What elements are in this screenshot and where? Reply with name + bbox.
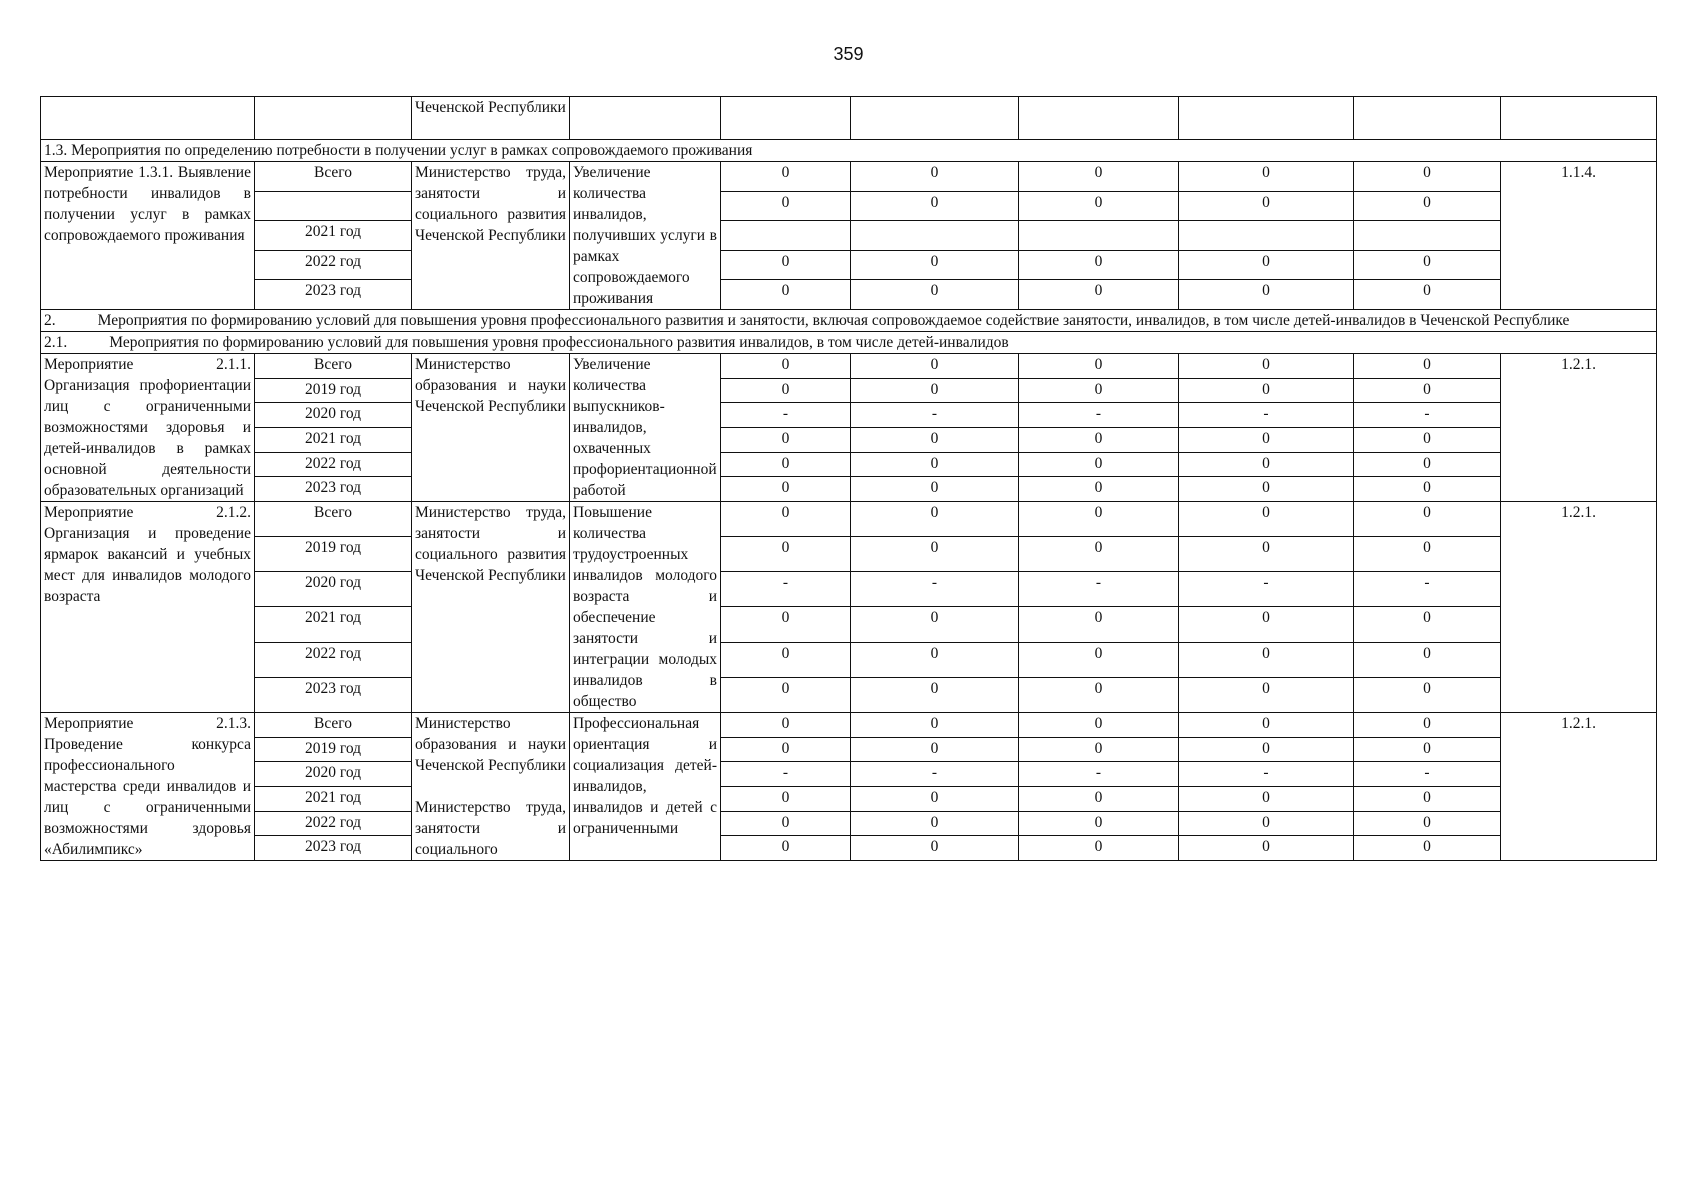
table-row (41, 354, 1657, 379)
value-cell: 0 (851, 677, 1019, 712)
value-cell: 0 (1019, 713, 1179, 738)
value-cell: 0 (721, 502, 851, 537)
value-cell: 0 (1179, 452, 1354, 477)
year-label: 2020 год (255, 572, 412, 607)
event-executor: Министерство образования и науки Чеченской Республики (412, 354, 570, 502)
value-cell: 0 (851, 713, 1019, 738)
value-cell: 0 (721, 477, 851, 502)
table-row (41, 280, 1657, 310)
table-row (41, 502, 1657, 537)
value-cell (851, 221, 1019, 251)
value-cell: 0 (1354, 786, 1501, 811)
value-cell: 0 (851, 737, 1019, 762)
year-label: 2021 год (255, 607, 412, 642)
table-row (41, 403, 1657, 428)
value-cell: 0 (1354, 162, 1501, 192)
year-label: 2023 год (255, 677, 412, 712)
table-row (41, 221, 1657, 251)
value-cell: 0 (1354, 354, 1501, 379)
value-cell: - (851, 403, 1019, 428)
section-title-1-3: 1.3. Мероприятия по определению потребности в получении услуг в рамках сопровождаемого проживания (41, 140, 1657, 162)
value-cell: - (1179, 572, 1354, 607)
section-text: Мероприятия по формированию условий для повышения уровня профессионального развития инвалидов, в том числе детей-инвалидов (109, 334, 1009, 351)
table-row (41, 537, 1657, 572)
executor-cell: Чеченской Республики (412, 97, 570, 140)
value-cell: 0 (1019, 378, 1179, 403)
section-row (41, 310, 1657, 332)
value-cell (1179, 221, 1354, 251)
value-cell: 0 (1179, 642, 1354, 677)
value-cell: - (721, 572, 851, 607)
value-cell: 0 (851, 811, 1019, 836)
section-number: 2. (44, 312, 56, 329)
value-cell: 0 (1019, 737, 1179, 762)
value-cell: 0 (1179, 191, 1354, 221)
value-cell: 0 (721, 811, 851, 836)
value-cell: 0 (1354, 713, 1501, 738)
value-cell: 0 (1179, 836, 1354, 861)
value-cell: 0 (1354, 737, 1501, 762)
value-cell: 0 (721, 836, 851, 861)
year-label: 2022 год (255, 642, 412, 677)
table-row (41, 162, 1657, 192)
value-cell: - (851, 572, 1019, 607)
value-cell: - (1179, 403, 1354, 428)
year-label: 2022 год (255, 250, 412, 280)
value-cell: 0 (1179, 607, 1354, 642)
value-cell: 0 (1179, 713, 1354, 738)
value-cell: 0 (851, 354, 1019, 379)
executor-1: Министерство образования и науки Чеченской Республики (415, 715, 566, 774)
indicator-cell: 1.2.1. (1501, 502, 1657, 713)
value-cell: 0 (721, 786, 851, 811)
event-result: Профессиональная ориентация и социализация детей-инвалидов, инвалидов и детей с ограниченными (570, 713, 721, 861)
value-cell: 0 (1019, 280, 1179, 310)
value-cell: - (1019, 762, 1179, 787)
table-row (41, 642, 1657, 677)
value-cell: 0 (851, 642, 1019, 677)
value-cell: 0 (1179, 427, 1354, 452)
value-cell: 0 (1019, 427, 1179, 452)
table-row (41, 811, 1657, 836)
value-cell: 0 (1179, 250, 1354, 280)
event-executor: Министерство труда, занятости и социального развития Чеченской Республики (412, 502, 570, 713)
value-cell: 0 (1179, 786, 1354, 811)
value-cell: 0 (721, 713, 851, 738)
value-cell (1354, 221, 1501, 251)
value-cell: 0 (1179, 354, 1354, 379)
year-label: 2022 год (255, 811, 412, 836)
year-label: Всего (255, 162, 412, 192)
value-cell: 0 (721, 378, 851, 403)
table-row (41, 677, 1657, 712)
year-label (255, 191, 412, 221)
value-cell: 0 (1354, 607, 1501, 642)
table-row (41, 713, 1657, 738)
table-row (41, 452, 1657, 477)
page-number: 359 (833, 44, 864, 64)
value-cell: 0 (1179, 737, 1354, 762)
value-cell (721, 221, 851, 251)
table-row (41, 191, 1657, 221)
value-cell: 0 (1019, 607, 1179, 642)
value-cell: 0 (1354, 642, 1501, 677)
table-row (41, 378, 1657, 403)
table-row (41, 250, 1657, 280)
value-cell: 0 (851, 477, 1019, 502)
event-name: Мероприятие 2.1.3. Проведение конкурса профессионального мастерства среди инвалидов и лиц с ограниченными возможностями здоровья «Абилимпикс» (41, 713, 255, 861)
indicator-cell: 1.2.1. (1501, 354, 1657, 502)
value-cell: 0 (1019, 811, 1179, 836)
section-row (41, 332, 1657, 354)
value-cell: 0 (1179, 162, 1354, 192)
year-label: 2019 год (255, 537, 412, 572)
value-cell: 0 (1019, 477, 1179, 502)
value-cell (1019, 221, 1179, 251)
value-cell: 0 (1019, 537, 1179, 572)
value-cell: 0 (721, 427, 851, 452)
value-cell: 0 (1019, 502, 1179, 537)
value-cell: 0 (1354, 452, 1501, 477)
value-cell: 0 (1354, 502, 1501, 537)
value-cell: 0 (851, 378, 1019, 403)
year-label: 2020 год (255, 403, 412, 428)
value-cell: 0 (1179, 677, 1354, 712)
value-cell: 0 (721, 250, 851, 280)
value-cell: 0 (1019, 354, 1179, 379)
event-name: Мероприятие 1.3.1. Выявление потребности инвалидов в получении услуг в рамках сопровождаемого проживания (41, 162, 255, 310)
value-cell: 0 (851, 786, 1019, 811)
value-cell: 0 (1354, 811, 1501, 836)
year-label: 2021 год (255, 786, 412, 811)
table-row (41, 737, 1657, 762)
indicator-cell: 1.1.4. (1501, 162, 1657, 310)
value-cell: 0 (1354, 250, 1501, 280)
value-cell: 0 (721, 354, 851, 379)
section-number: 2.1. (44, 334, 68, 351)
value-cell: 0 (1019, 162, 1179, 192)
value-cell: 0 (1179, 378, 1354, 403)
value-cell: 0 (1179, 280, 1354, 310)
value-cell: 0 (1354, 477, 1501, 502)
value-cell: - (1019, 403, 1179, 428)
year-label: 2020 год (255, 762, 412, 787)
value-cell: 0 (721, 452, 851, 477)
value-cell: 0 (1179, 537, 1354, 572)
value-cell: 0 (1019, 452, 1179, 477)
value-cell: 0 (721, 677, 851, 712)
value-cell: - (1179, 762, 1354, 787)
value-cell: 0 (1354, 836, 1501, 861)
value-cell: 0 (851, 452, 1019, 477)
value-cell: 0 (1179, 477, 1354, 502)
value-cell: - (1019, 572, 1179, 607)
value-cell: 0 (721, 162, 851, 192)
value-cell: 0 (1354, 378, 1501, 403)
section-row (41, 140, 1657, 162)
value-cell: - (1354, 572, 1501, 607)
table-row-continued (41, 97, 1657, 140)
year-label: 2022 год (255, 452, 412, 477)
value-cell: 0 (721, 537, 851, 572)
section-title-2-1 (41, 332, 1657, 354)
section-text: Мероприятия по формированию условий для повышения уровня профессионального развития и занятости, включая сопровождаемое содействие занятости, инвалидов, в том числе детей-инвалидов в Чеченской Республике (97, 312, 1570, 329)
value-cell: - (721, 762, 851, 787)
value-cell: 0 (1019, 786, 1179, 811)
table-row (41, 572, 1657, 607)
value-cell: - (1354, 403, 1501, 428)
value-cell: - (721, 403, 851, 428)
value-cell: 0 (721, 737, 851, 762)
table-row (41, 836, 1657, 861)
value-cell: 0 (851, 537, 1019, 572)
value-cell: 0 (721, 280, 851, 310)
value-cell: 0 (1354, 427, 1501, 452)
event-result: Увеличение количества инвалидов, получивших услуги в рамках сопровождаемого проживания (570, 162, 721, 310)
value-cell: 0 (721, 191, 851, 221)
value-cell: 0 (851, 607, 1019, 642)
value-cell: 0 (1354, 191, 1501, 221)
table-row (41, 762, 1657, 787)
indicator-cell: 1.2.1. (1501, 713, 1657, 861)
value-cell: 0 (1019, 191, 1179, 221)
value-cell: 0 (851, 191, 1019, 221)
value-cell: 0 (1354, 677, 1501, 712)
value-cell: 0 (851, 502, 1019, 537)
value-cell: 0 (1354, 537, 1501, 572)
value-cell: 0 (1019, 836, 1179, 861)
event-result: Увеличение количества выпускников-инвалидов, охваченных профориентационной работой (570, 354, 721, 502)
table-row (41, 427, 1657, 452)
value-cell: 0 (851, 836, 1019, 861)
value-cell: 0 (851, 162, 1019, 192)
executor-2: Министерство труда, занятости и социального (415, 799, 566, 858)
program-table (40, 96, 1657, 861)
value-cell: 0 (721, 642, 851, 677)
year-label: 2023 год (255, 477, 412, 502)
table-row (41, 786, 1657, 811)
year-label: 2023 год (255, 836, 412, 861)
value-cell: - (851, 762, 1019, 787)
event-executor (412, 713, 570, 861)
event-name: Мероприятие 2.1.2. Организация и проведение ярмарок вакансий и учебных мест для инвалидов молодого возраста (41, 502, 255, 713)
event-executor: Министерство труда, занятости и социального развития Чеченской Республики (412, 162, 570, 310)
value-cell: 0 (1019, 642, 1179, 677)
year-label: 2019 год (255, 378, 412, 403)
value-cell: 0 (851, 280, 1019, 310)
year-label: 2021 год (255, 221, 412, 251)
value-cell: - (1354, 762, 1501, 787)
year-label: Всего (255, 354, 412, 379)
table-row (41, 607, 1657, 642)
value-cell: 0 (1354, 280, 1501, 310)
value-cell: 0 (851, 427, 1019, 452)
value-cell: 0 (1019, 250, 1179, 280)
year-label: 2023 год (255, 280, 412, 310)
event-result: Повышение количества трудоустроенных инвалидов молодого возраста и обеспечение занятости и интеграции молодых инвалидов в общество (570, 502, 721, 713)
year-label: Всего (255, 502, 412, 537)
value-cell: 0 (851, 250, 1019, 280)
year-label: 2021 год (255, 427, 412, 452)
year-label: Всего (255, 713, 412, 738)
value-cell: 0 (1179, 502, 1354, 537)
table-row (41, 477, 1657, 502)
year-label: 2019 год (255, 737, 412, 762)
value-cell: 0 (721, 607, 851, 642)
value-cell: 0 (1019, 677, 1179, 712)
event-name: Мероприятие 2.1.1. Организация профориентации лиц с ограниченными возможностями здоровья и детей-инвалидов в рамках основной деятельности образовательных организаций (41, 354, 255, 502)
section-title-2 (41, 310, 1657, 332)
value-cell: 0 (1179, 811, 1354, 836)
